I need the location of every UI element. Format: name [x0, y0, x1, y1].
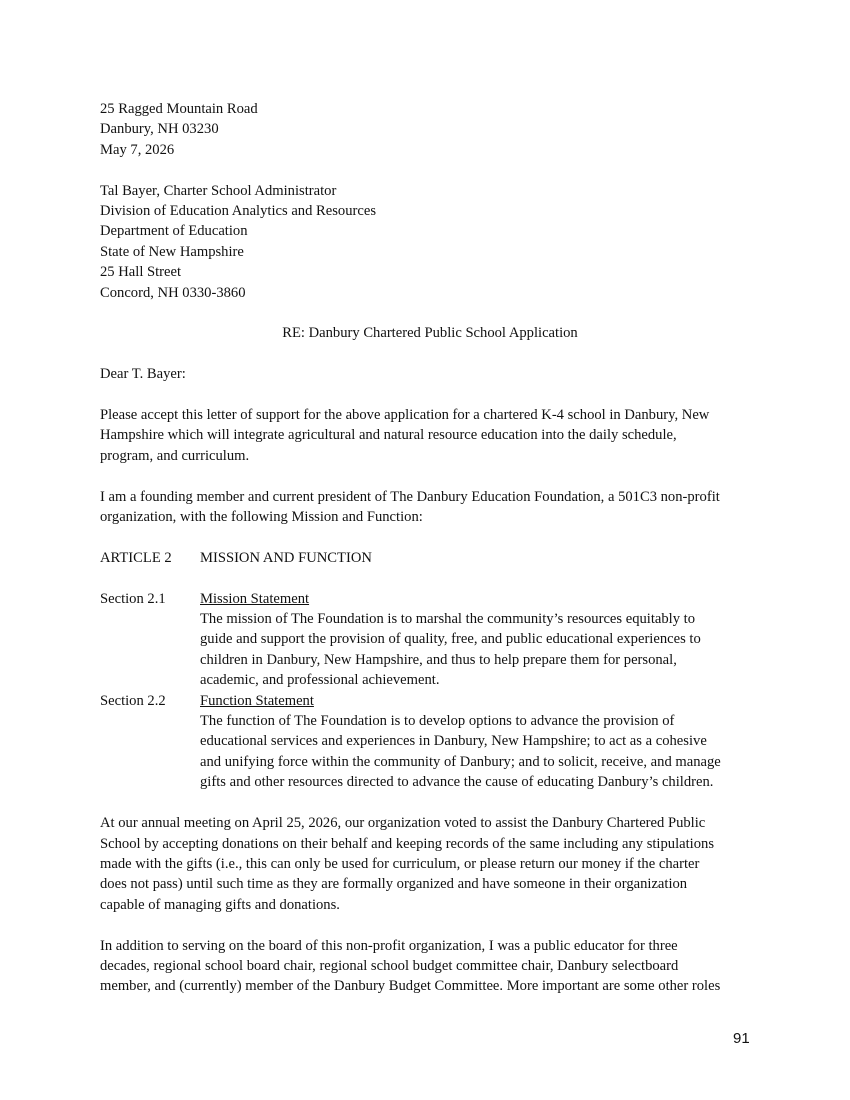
- spacer: [100, 793, 760, 813]
- paragraph-support: [100, 405, 760, 466]
- spacer: [100, 303, 760, 323]
- paragraph-line: Hampshire which will integrate agricultural and natural resource education into the daily schedule,: [100, 427, 677, 444]
- recipient-name-title: Tal Bayer, Charter School Administrator: [100, 182, 337, 199]
- recipient-division: Division of Education Analytics and Resources: [100, 203, 377, 220]
- letter-body: [100, 99, 760, 997]
- section-body: [200, 691, 760, 793]
- paragraph-line: At our annual meeting on April 25, 2026, our organization voted to assist the Danbury Chartered Public: [100, 815, 706, 832]
- section-line: The mission of The Foundation is to marshal the community’s resources equitably to: [200, 611, 696, 628]
- article-label: ARTICLE 2: [100, 549, 172, 566]
- paragraph-line: does not pass) until such time as they are formally organized and have someone in their organization: [100, 876, 688, 893]
- recipient-department: Department of Education: [100, 223, 248, 240]
- section-function: [100, 691, 760, 793]
- sender-street: 25 Ragged Mountain Road: [100, 101, 258, 117]
- recipient-city-state-zip: Concord, NH 0330-3860: [100, 284, 246, 301]
- paragraph-line: In addition to serving on the board of this non-profit organization, I was a public educator for three: [100, 937, 678, 954]
- spacer: [100, 915, 760, 935]
- section-heading: Mission Statement: [200, 590, 310, 607]
- spacer: [100, 466, 760, 486]
- section-label: Section 2.1: [100, 590, 166, 607]
- spacer: [100, 385, 760, 405]
- spacer: [100, 527, 760, 547]
- paragraph-line: capable of managing gifts and donations.: [100, 896, 340, 913]
- sender-city-state-zip: Danbury, NH 03230: [100, 121, 219, 138]
- section-heading: Function Statement: [200, 692, 314, 709]
- section-line: gifts and other resources directed to advance the cause of educating Danbury’s children.: [200, 774, 714, 791]
- spacer: [100, 344, 760, 364]
- paragraph-line: member, and (currently) member of the Danbury Budget Committee. More important are some other roles: [100, 978, 721, 995]
- paragraph-line: organization, with the following Mission and Function:: [100, 509, 423, 526]
- recipient-state: State of New Hampshire: [100, 243, 244, 260]
- article-title: MISSION AND FUNCTION: [200, 549, 372, 566]
- salutation: Dear T. Bayer:: [100, 366, 186, 383]
- recipient-street: 25 Hall Street: [100, 264, 182, 281]
- article-heading: [100, 548, 760, 568]
- section-mission: [100, 589, 760, 691]
- recipient-address: [100, 181, 760, 303]
- subject-line: RE: Danbury Chartered Public School Application: [282, 325, 578, 342]
- section-body: [200, 589, 760, 691]
- section-line: guide and support the provision of quality, free, and public educational experiences to: [200, 631, 701, 648]
- sender-address: [100, 99, 760, 160]
- section-line: educational services and experiences in Danbury, New Hampshire; to act as a cohesive: [200, 733, 707, 750]
- paragraph-annual-meeting: [100, 813, 760, 915]
- section-line: academic, and professional achievement.: [200, 672, 440, 689]
- paragraph-line: program, and curriculum.: [100, 447, 250, 464]
- paragraph-line: School by accepting donations on their behalf and keeping records of the same including any stipulations: [100, 835, 714, 852]
- spacer: [100, 160, 760, 180]
- paragraph-line: decades, regional school board chair, regional school budget committee chair, Danbury selectboard: [100, 957, 679, 974]
- paragraph-founding-member: [100, 487, 760, 528]
- paragraph-background: [100, 936, 760, 997]
- page-number: 91: [733, 1030, 750, 1047]
- paragraph-line: made with the gifts (i.e., this can only be used for curriculum, or please return our money if the charter: [100, 855, 700, 872]
- section-line: and unifying force within the community of Danbury; and to solicit, receive, and manage: [200, 753, 721, 770]
- section-line: The function of The Foundation is to develop options to advance the provision of: [200, 713, 675, 730]
- paragraph-line: I am a founding member and current president of The Danbury Education Foundation, a 501C3 non-profit: [100, 488, 720, 505]
- spacer: [100, 568, 760, 588]
- section-line: children in Danbury, New Hampshire, and thus to help prepare them for personal,: [200, 651, 677, 668]
- letter-date: May 7, 2026: [100, 141, 175, 158]
- section-label: Section 2.2: [100, 692, 166, 709]
- paragraph-line: Please accept this letter of support for the above application for a chartered K-4 school in Danbury, New: [100, 407, 710, 424]
